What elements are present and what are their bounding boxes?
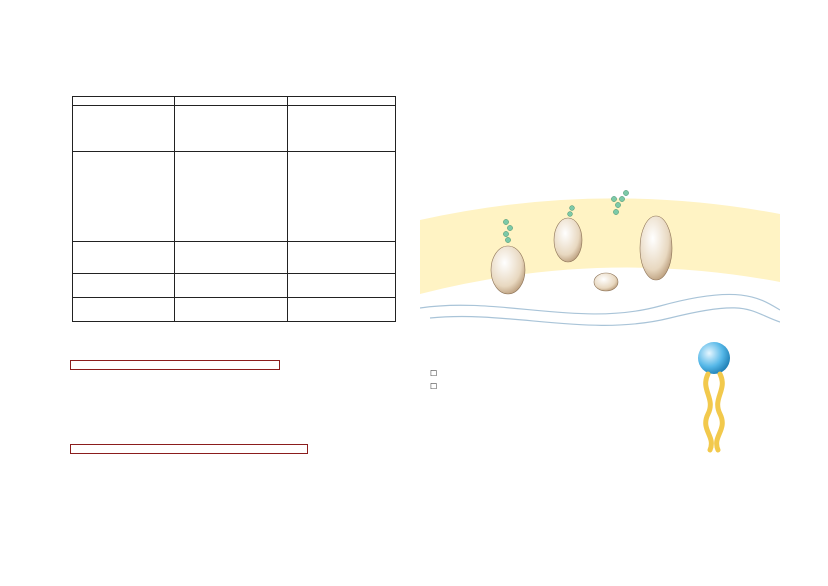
- table-header-cell: [73, 97, 175, 106]
- term-integral: ☐: [430, 369, 438, 378]
- table-row: [73, 152, 396, 242]
- table-cell: [288, 298, 396, 322]
- table-cell: [73, 274, 175, 298]
- table-cell: [174, 298, 288, 322]
- phospholipid-figure: [690, 340, 790, 530]
- table-cell: [174, 106, 288, 152]
- table-cell: [73, 106, 175, 152]
- table-row: [73, 274, 396, 298]
- table-cell: [73, 298, 175, 322]
- table-cell: [73, 242, 175, 274]
- table-cell: [288, 152, 396, 242]
- table-cell: [288, 274, 396, 298]
- integral-protein: [554, 218, 582, 262]
- fatty-acid-tail: [717, 374, 723, 450]
- microscope-comparison-table: [72, 96, 396, 322]
- table-header-row: [73, 97, 396, 106]
- term-peripheral: ☐: [430, 381, 438, 391]
- definition-row: [430, 381, 690, 394]
- phospholipid-head-icon: [698, 342, 730, 374]
- table-row: [73, 242, 396, 274]
- definition-box: [70, 360, 280, 370]
- desc-peripheral: [526, 381, 676, 394]
- definition-row: [430, 368, 690, 381]
- cell-membrane-diagram: [420, 178, 780, 338]
- table-header-cell: [174, 97, 288, 106]
- cytoskeleton-filament: [420, 294, 780, 314]
- membrane-description: [430, 368, 690, 393]
- table-cell: [288, 242, 396, 274]
- table-cell: [174, 242, 288, 274]
- table-cell: [174, 152, 288, 242]
- table-row: [73, 298, 396, 322]
- table-cell: [288, 106, 396, 152]
- cytoskeleton-filament: [430, 308, 780, 326]
- fatty-acid-tail: [706, 374, 712, 450]
- table-row: [73, 106, 396, 152]
- channel-protein: [640, 216, 672, 280]
- table-header-cell: [288, 97, 396, 106]
- table-cell: [73, 152, 175, 242]
- unit-conversion-box: [70, 444, 308, 454]
- peripheral-protein: [594, 273, 618, 291]
- desc-integral: [526, 368, 676, 381]
- table-cell: [174, 274, 288, 298]
- glycoprotein: [491, 246, 525, 294]
